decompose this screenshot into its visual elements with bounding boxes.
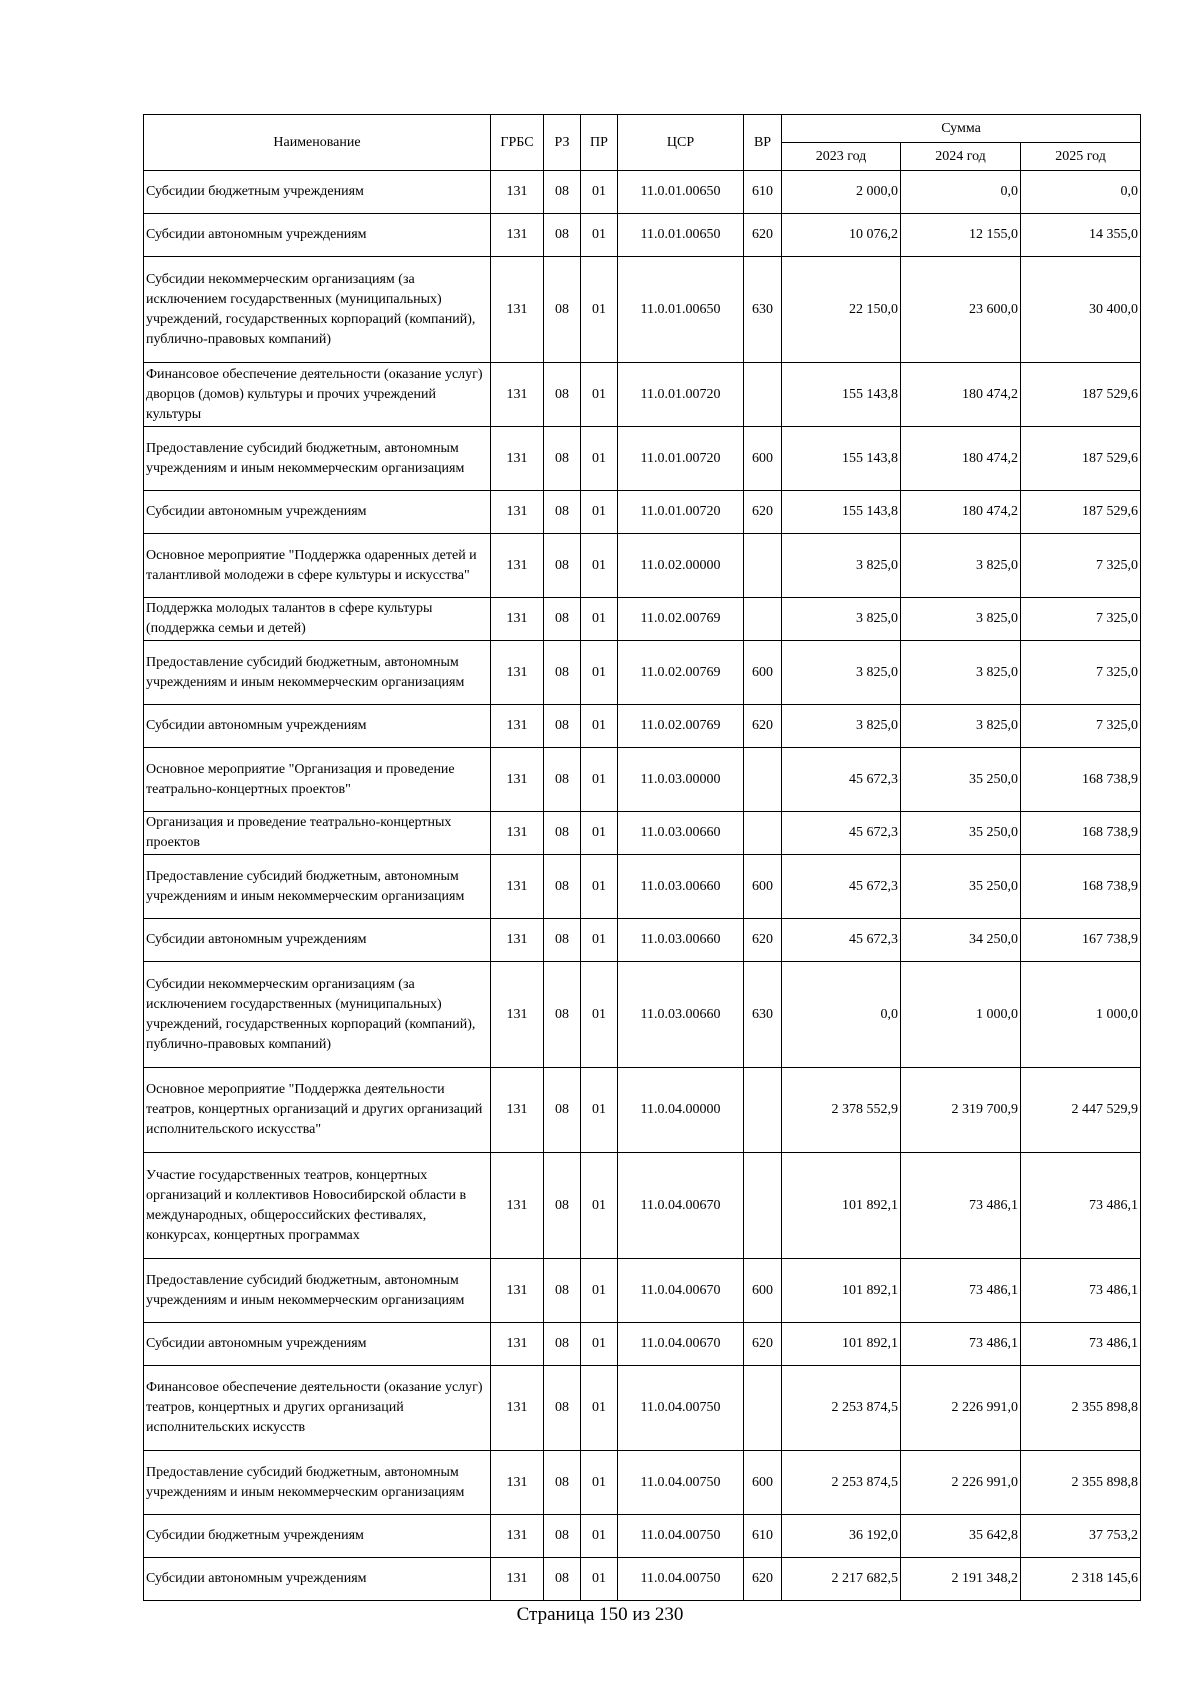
row-sum-2024: 73 486,1 xyxy=(901,1259,1021,1323)
row-sum-2023: 22 150,0 xyxy=(782,257,901,363)
row-sum-2023: 2 000,0 xyxy=(782,171,901,214)
row-name: Субсидии автономным учреждениям xyxy=(144,491,491,534)
row-rz: 08 xyxy=(544,1068,581,1153)
header-csr: ЦСР xyxy=(618,115,744,171)
row-rz: 08 xyxy=(544,1153,581,1259)
row-sum-2025: 2 447 529,9 xyxy=(1021,1068,1141,1153)
row-csr: 11.0.02.00769 xyxy=(618,641,744,705)
row-sum-2023: 0,0 xyxy=(782,962,901,1068)
row-csr: 11.0.02.00769 xyxy=(618,598,744,641)
row-sum-2023: 155 143,8 xyxy=(782,427,901,491)
table-row xyxy=(144,705,1141,748)
row-name: Участие государственных театров, концертных организаций и коллективов Новосибирской области в международных, общероссийских фестивалях, конкурсах, концертных программах xyxy=(144,1153,491,1259)
row-pr: 01 xyxy=(581,363,618,427)
row-vr xyxy=(744,598,782,641)
row-sum-2025: 0,0 xyxy=(1021,171,1141,214)
row-vr: 620 xyxy=(744,491,782,534)
row-sum-2023: 3 825,0 xyxy=(782,598,901,641)
row-grbs: 131 xyxy=(491,1515,544,1558)
row-rz: 08 xyxy=(544,257,581,363)
table-row xyxy=(144,1323,1141,1366)
row-name: Субсидии некоммерческим организациям (за исключением государственных (муниципальных) учреждений, государственных корпораций (компаний), публично-правовых компаний) xyxy=(144,962,491,1068)
row-grbs: 131 xyxy=(491,363,544,427)
row-rz: 08 xyxy=(544,705,581,748)
row-sum-2025: 167 738,9 xyxy=(1021,919,1141,962)
row-grbs: 131 xyxy=(491,1153,544,1259)
row-pr: 01 xyxy=(581,534,618,598)
row-csr: 11.0.01.00720 xyxy=(618,363,744,427)
row-sum-2023: 155 143,8 xyxy=(782,363,901,427)
row-grbs: 131 xyxy=(491,1451,544,1515)
table-row xyxy=(144,962,1141,1068)
row-sum-2024: 2 191 348,2 xyxy=(901,1558,1021,1601)
row-rz: 08 xyxy=(544,1451,581,1515)
row-sum-2025: 2 355 898,8 xyxy=(1021,1451,1141,1515)
row-name: Финансовое обеспечение деятельности (оказание услуг) театров, концертных и других организаций исполнительских искусств xyxy=(144,1366,491,1451)
row-csr: 11.0.04.00750 xyxy=(618,1451,744,1515)
row-rz: 08 xyxy=(544,171,581,214)
row-vr: 620 xyxy=(744,1323,782,1366)
row-sum-2023: 2 253 874,5 xyxy=(782,1366,901,1451)
row-pr: 01 xyxy=(581,919,618,962)
row-sum-2025: 2 355 898,8 xyxy=(1021,1366,1141,1451)
table-row xyxy=(144,1259,1141,1323)
row-csr: 11.0.04.00750 xyxy=(618,1515,744,1558)
row-sum-2024: 180 474,2 xyxy=(901,363,1021,427)
row-pr: 01 xyxy=(581,641,618,705)
row-pr: 01 xyxy=(581,1153,618,1259)
table-row xyxy=(144,214,1141,257)
row-pr: 01 xyxy=(581,1515,618,1558)
row-name: Основное мероприятие "Поддержка одаренных детей и талантливой молодежи в сфере культуры и искусства" xyxy=(144,534,491,598)
row-sum-2024: 0,0 xyxy=(901,171,1021,214)
row-pr: 01 xyxy=(581,748,618,812)
row-rz: 08 xyxy=(544,641,581,705)
header-sum: Сумма xyxy=(782,115,1141,143)
row-vr: 630 xyxy=(744,257,782,363)
row-sum-2025: 168 738,9 xyxy=(1021,812,1141,855)
table-row xyxy=(144,1515,1141,1558)
row-grbs: 131 xyxy=(491,427,544,491)
row-sum-2023: 3 825,0 xyxy=(782,534,901,598)
row-pr: 01 xyxy=(581,962,618,1068)
table-row xyxy=(144,363,1141,427)
row-pr: 01 xyxy=(581,214,618,257)
row-grbs: 131 xyxy=(491,705,544,748)
row-vr xyxy=(744,363,782,427)
row-sum-2024: 34 250,0 xyxy=(901,919,1021,962)
row-sum-2024: 2 319 700,9 xyxy=(901,1068,1021,1153)
row-vr: 620 xyxy=(744,1558,782,1601)
row-vr: 610 xyxy=(744,1515,782,1558)
row-sum-2025: 7 325,0 xyxy=(1021,534,1141,598)
table-row xyxy=(144,1451,1141,1515)
row-rz: 08 xyxy=(544,363,581,427)
row-vr: 600 xyxy=(744,427,782,491)
row-vr: 620 xyxy=(744,214,782,257)
page-number: Страница 150 из 230 xyxy=(516,1604,684,1625)
row-name: Субсидии бюджетным учреждениям xyxy=(144,171,491,214)
row-sum-2024: 35 250,0 xyxy=(901,748,1021,812)
row-grbs: 131 xyxy=(491,1259,544,1323)
row-grbs: 131 xyxy=(491,919,544,962)
header-year-2024: 2024 год xyxy=(901,143,1021,171)
row-rz: 08 xyxy=(544,1366,581,1451)
row-name: Субсидии автономным учреждениям xyxy=(144,1323,491,1366)
row-sum-2025: 7 325,0 xyxy=(1021,641,1141,705)
row-pr: 01 xyxy=(581,1558,618,1601)
row-vr: 610 xyxy=(744,171,782,214)
row-csr: 11.0.01.00650 xyxy=(618,257,744,363)
row-grbs: 131 xyxy=(491,641,544,705)
row-grbs: 131 xyxy=(491,1558,544,1601)
header-year-2025: 2025 год xyxy=(1021,143,1141,171)
row-pr: 01 xyxy=(581,812,618,855)
row-sum-2023: 101 892,1 xyxy=(782,1259,901,1323)
row-sum-2024: 3 825,0 xyxy=(901,641,1021,705)
table-row xyxy=(144,171,1141,214)
row-pr: 01 xyxy=(581,705,618,748)
table-row xyxy=(144,427,1141,491)
table-row xyxy=(144,1068,1141,1153)
row-sum-2025: 73 486,1 xyxy=(1021,1153,1141,1259)
row-sum-2024: 2 226 991,0 xyxy=(901,1366,1021,1451)
row-csr: 11.0.01.00650 xyxy=(618,171,744,214)
row-sum-2025: 30 400,0 xyxy=(1021,257,1141,363)
table-row xyxy=(144,1366,1141,1451)
row-csr: 11.0.04.00750 xyxy=(618,1558,744,1601)
row-sum-2024: 3 825,0 xyxy=(901,534,1021,598)
row-vr: 620 xyxy=(744,705,782,748)
row-pr: 01 xyxy=(581,1366,618,1451)
row-vr: 630 xyxy=(744,962,782,1068)
row-name: Основное мероприятие "Поддержка деятельности театров, концертных организаций и других организаций исполнительского искусства" xyxy=(144,1068,491,1153)
row-sum-2023: 155 143,8 xyxy=(782,491,901,534)
row-vr: 600 xyxy=(744,1259,782,1323)
row-pr: 01 xyxy=(581,1451,618,1515)
budget-table xyxy=(143,114,1141,1601)
row-sum-2025: 187 529,6 xyxy=(1021,491,1141,534)
row-sum-2023: 2 253 874,5 xyxy=(782,1451,901,1515)
row-csr: 11.0.02.00000 xyxy=(618,534,744,598)
row-pr: 01 xyxy=(581,427,618,491)
row-sum-2023: 45 672,3 xyxy=(782,748,901,812)
row-sum-2023: 3 825,0 xyxy=(782,705,901,748)
row-rz: 08 xyxy=(544,1259,581,1323)
row-sum-2025: 73 486,1 xyxy=(1021,1259,1141,1323)
row-grbs: 131 xyxy=(491,491,544,534)
row-pr: 01 xyxy=(581,257,618,363)
row-rz: 08 xyxy=(544,598,581,641)
row-rz: 08 xyxy=(544,1558,581,1601)
row-vr: 620 xyxy=(744,919,782,962)
row-vr xyxy=(744,812,782,855)
row-csr: 11.0.04.00750 xyxy=(618,1366,744,1451)
row-rz: 08 xyxy=(544,812,581,855)
row-rz: 08 xyxy=(544,534,581,598)
row-csr: 11.0.03.00660 xyxy=(618,812,744,855)
table-row xyxy=(144,257,1141,363)
row-grbs: 131 xyxy=(491,171,544,214)
row-rz: 08 xyxy=(544,491,581,534)
header-name: Наименование xyxy=(144,115,491,171)
row-name: Субсидии бюджетным учреждениям xyxy=(144,1515,491,1558)
row-sum-2023: 101 892,1 xyxy=(782,1153,901,1259)
row-sum-2024: 35 250,0 xyxy=(901,855,1021,919)
row-grbs: 131 xyxy=(491,534,544,598)
row-csr: 11.0.04.00670 xyxy=(618,1323,744,1366)
row-sum-2023: 2 217 682,5 xyxy=(782,1558,901,1601)
row-sum-2023: 45 672,3 xyxy=(782,855,901,919)
row-sum-2023: 2 378 552,9 xyxy=(782,1068,901,1153)
row-rz: 08 xyxy=(544,919,581,962)
row-csr: 11.0.03.00660 xyxy=(618,962,744,1068)
table-row xyxy=(144,1153,1141,1259)
row-pr: 01 xyxy=(581,598,618,641)
row-sum-2025: 187 529,6 xyxy=(1021,427,1141,491)
row-rz: 08 xyxy=(544,1323,581,1366)
row-vr xyxy=(744,534,782,598)
row-sum-2024: 23 600,0 xyxy=(901,257,1021,363)
row-sum-2024: 180 474,2 xyxy=(901,491,1021,534)
table-row xyxy=(144,598,1141,641)
header-row-top xyxy=(144,115,1141,143)
row-name: Предоставление субсидий бюджетным, автономным учреждениям и иным некоммерческим организациям xyxy=(144,641,491,705)
row-csr: 11.0.04.00000 xyxy=(618,1068,744,1153)
table-row xyxy=(144,919,1141,962)
row-csr: 11.0.03.00660 xyxy=(618,919,744,962)
row-name: Поддержка молодых талантов в сфере культуры (поддержка семьи и детей) xyxy=(144,598,491,641)
row-sum-2023: 10 076,2 xyxy=(782,214,901,257)
row-grbs: 131 xyxy=(491,257,544,363)
table-row xyxy=(144,534,1141,598)
row-sum-2024: 73 486,1 xyxy=(901,1153,1021,1259)
row-sum-2024: 3 825,0 xyxy=(901,598,1021,641)
row-grbs: 131 xyxy=(491,962,544,1068)
row-csr: 11.0.03.00660 xyxy=(618,855,744,919)
row-vr xyxy=(744,1153,782,1259)
row-sum-2025: 7 325,0 xyxy=(1021,705,1141,748)
header-vr: ВР xyxy=(744,115,782,171)
row-rz: 08 xyxy=(544,855,581,919)
row-csr: 11.0.01.00720 xyxy=(618,427,744,491)
row-sum-2023: 36 192,0 xyxy=(782,1515,901,1558)
row-name: Субсидии автономным учреждениям xyxy=(144,1558,491,1601)
row-pr: 01 xyxy=(581,171,618,214)
row-grbs: 131 xyxy=(491,214,544,257)
row-grbs: 131 xyxy=(491,598,544,641)
row-pr: 01 xyxy=(581,1323,618,1366)
row-name: Предоставление субсидий бюджетным, автономным учреждениям и иным некоммерческим организациям xyxy=(144,1259,491,1323)
row-sum-2023: 101 892,1 xyxy=(782,1323,901,1366)
row-grbs: 131 xyxy=(491,855,544,919)
row-sum-2024: 35 642,8 xyxy=(901,1515,1021,1558)
row-rz: 08 xyxy=(544,427,581,491)
row-vr xyxy=(744,1366,782,1451)
row-name: Основное мероприятие "Организация и проведение театрально-концертных проектов" xyxy=(144,748,491,812)
row-csr: 11.0.04.00670 xyxy=(618,1259,744,1323)
row-sum-2024: 73 486,1 xyxy=(901,1323,1021,1366)
row-sum-2025: 168 738,9 xyxy=(1021,748,1141,812)
row-csr: 11.0.02.00769 xyxy=(618,705,744,748)
table-row xyxy=(144,748,1141,812)
row-vr xyxy=(744,1068,782,1153)
row-name: Предоставление субсидий бюджетным, автономным учреждениям и иным некоммерческим организациям xyxy=(144,1451,491,1515)
row-sum-2024: 180 474,2 xyxy=(901,427,1021,491)
header-grbs: ГРБС xyxy=(491,115,544,171)
row-pr: 01 xyxy=(581,855,618,919)
row-sum-2024: 2 226 991,0 xyxy=(901,1451,1021,1515)
table-body xyxy=(144,171,1141,1601)
row-name: Организация и проведение театрально-концертных проектов xyxy=(144,812,491,855)
row-vr: 600 xyxy=(744,855,782,919)
row-rz: 08 xyxy=(544,214,581,257)
header-rz: РЗ xyxy=(544,115,581,171)
row-rz: 08 xyxy=(544,1515,581,1558)
row-name: Предоставление субсидий бюджетным, автономным учреждениям и иным некоммерческим организациям xyxy=(144,855,491,919)
header-year-2023: 2023 год xyxy=(782,143,901,171)
row-name: Субсидии некоммерческим организациям (за исключением государственных (муниципальных) учреждений, государственных корпораций (компаний), публично-правовых компаний) xyxy=(144,257,491,363)
row-rz: 08 xyxy=(544,748,581,812)
row-sum-2025: 7 325,0 xyxy=(1021,598,1141,641)
row-pr: 01 xyxy=(581,1259,618,1323)
row-sum-2025: 37 753,2 xyxy=(1021,1515,1141,1558)
row-sum-2023: 45 672,3 xyxy=(782,812,901,855)
row-grbs: 131 xyxy=(491,748,544,812)
row-name: Предоставление субсидий бюджетным, автономным учреждениям и иным некоммерческим организациям xyxy=(144,427,491,491)
row-name: Финансовое обеспечение деятельности (оказание услуг) дворцов (домов) культуры и прочих учреждений культуры xyxy=(144,363,491,427)
row-vr xyxy=(744,748,782,812)
row-sum-2023: 3 825,0 xyxy=(782,641,901,705)
row-sum-2025: 14 355,0 xyxy=(1021,214,1141,257)
row-csr: 11.0.01.00720 xyxy=(618,491,744,534)
row-csr: 11.0.01.00650 xyxy=(618,214,744,257)
row-sum-2025: 187 529,6 xyxy=(1021,363,1141,427)
row-sum-2024: 1 000,0 xyxy=(901,962,1021,1068)
table-row xyxy=(144,1558,1141,1601)
row-grbs: 131 xyxy=(491,1366,544,1451)
row-sum-2024: 12 155,0 xyxy=(901,214,1021,257)
row-sum-2025: 73 486,1 xyxy=(1021,1323,1141,1366)
table-row xyxy=(144,812,1141,855)
table-row xyxy=(144,641,1141,705)
row-pr: 01 xyxy=(581,491,618,534)
row-pr: 01 xyxy=(581,1068,618,1153)
row-sum-2025: 1 000,0 xyxy=(1021,962,1141,1068)
row-grbs: 131 xyxy=(491,1068,544,1153)
row-grbs: 131 xyxy=(491,812,544,855)
table-row xyxy=(144,491,1141,534)
row-sum-2023: 45 672,3 xyxy=(782,919,901,962)
row-vr: 600 xyxy=(744,1451,782,1515)
row-sum-2025: 168 738,9 xyxy=(1021,855,1141,919)
row-sum-2024: 35 250,0 xyxy=(901,812,1021,855)
table-row xyxy=(144,855,1141,919)
row-csr: 11.0.03.00000 xyxy=(618,748,744,812)
header-pr: ПР xyxy=(581,115,618,171)
row-sum-2024: 3 825,0 xyxy=(901,705,1021,748)
row-rz: 08 xyxy=(544,962,581,1068)
row-name: Субсидии автономным учреждениям xyxy=(144,214,491,257)
row-grbs: 131 xyxy=(491,1323,544,1366)
row-vr: 600 xyxy=(744,641,782,705)
row-name: Субсидии автономным учреждениям xyxy=(144,705,491,748)
row-csr: 11.0.04.00670 xyxy=(618,1153,744,1259)
row-name: Субсидии автономным учреждениям xyxy=(144,919,491,962)
row-sum-2025: 2 318 145,6 xyxy=(1021,1558,1141,1601)
